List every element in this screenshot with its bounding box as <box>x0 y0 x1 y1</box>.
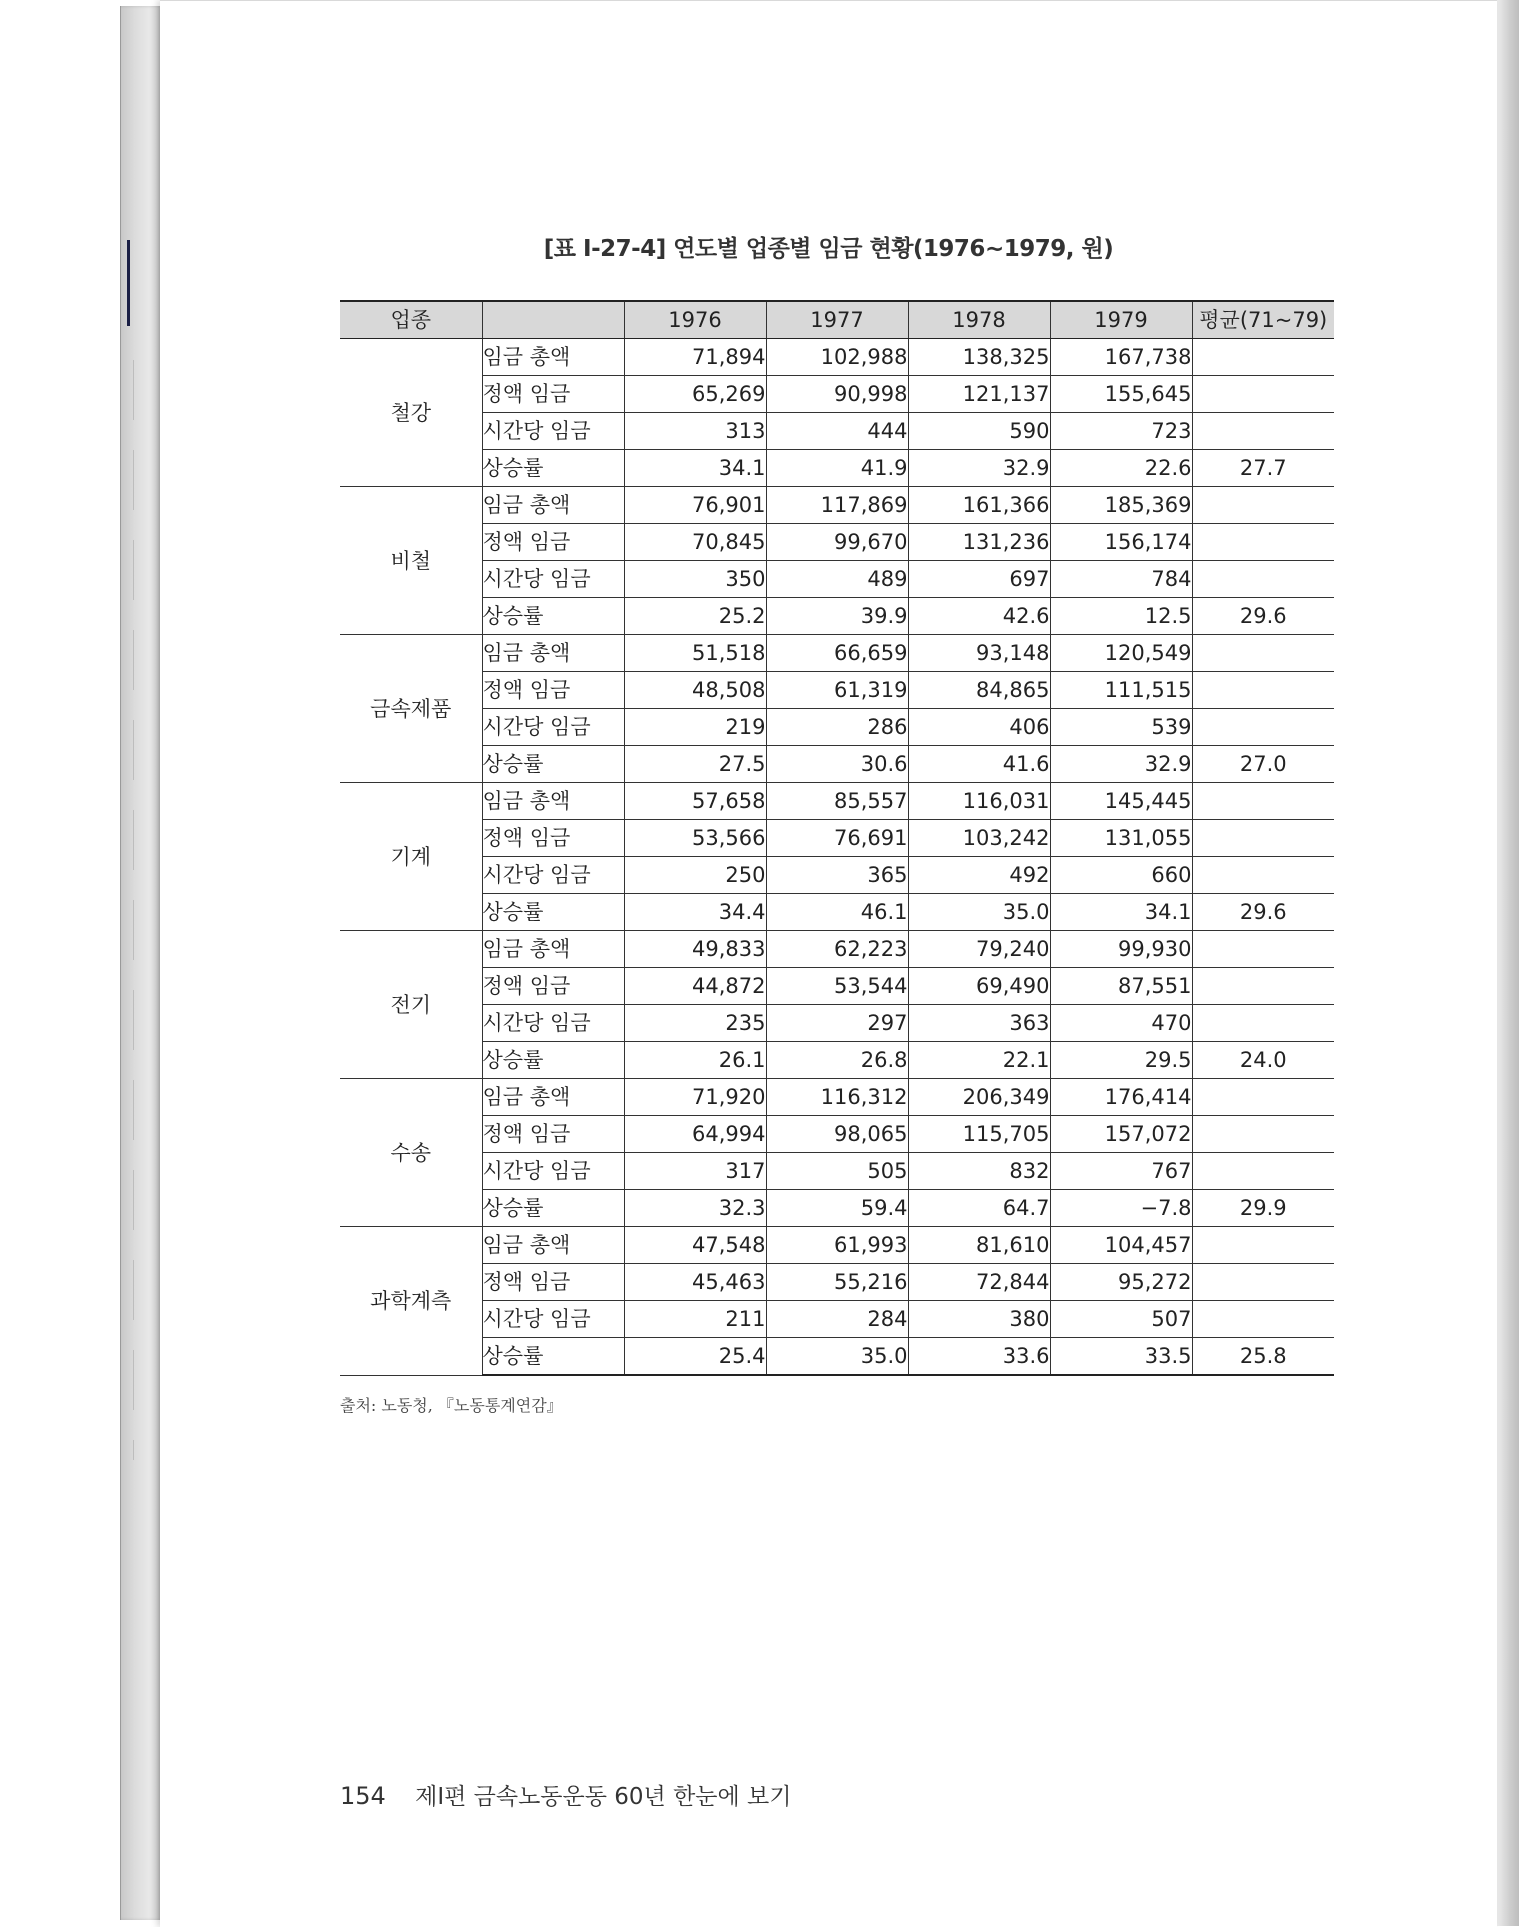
value-cell: 33.5 <box>1050 1338 1192 1376</box>
header-cell: 1977 <box>766 301 908 339</box>
table-row <box>340 524 1334 561</box>
value-cell: 70,845 <box>624 524 766 561</box>
value-cell: 363 <box>908 1005 1050 1042</box>
value-cell: 79,240 <box>908 931 1050 968</box>
value-cell: 507 <box>1050 1301 1192 1338</box>
average-cell <box>1192 413 1334 450</box>
value-cell: 48,508 <box>624 672 766 709</box>
value-cell: 235 <box>624 1005 766 1042</box>
average-cell <box>1192 487 1334 524</box>
value-cell: 35.0 <box>908 894 1050 931</box>
value-cell: 505 <box>766 1153 908 1190</box>
value-cell: 102,988 <box>766 339 908 376</box>
value-cell: 71,894 <box>624 339 766 376</box>
value-cell: 156,174 <box>1050 524 1192 561</box>
value-cell: 49,833 <box>624 931 766 968</box>
table-row <box>340 1005 1334 1042</box>
value-cell: 35.0 <box>766 1338 908 1376</box>
average-cell <box>1192 672 1334 709</box>
value-cell: 71,920 <box>624 1079 766 1116</box>
item-cell: 정액 임금 <box>482 968 624 1005</box>
header-cell: 1979 <box>1050 301 1192 339</box>
value-cell: 98,065 <box>766 1116 908 1153</box>
value-cell: 39.9 <box>766 598 908 635</box>
industry-cell: 과학계측 <box>340 1227 482 1376</box>
value-cell: 93,148 <box>908 635 1050 672</box>
value-cell: 34.1 <box>624 450 766 487</box>
item-cell: 정액 임금 <box>482 820 624 857</box>
table-row <box>340 487 1334 524</box>
page-right-edge <box>1497 0 1519 1926</box>
table-row <box>340 1190 1334 1227</box>
table-row <box>340 968 1334 1005</box>
header-cell: 1976 <box>624 301 766 339</box>
item-cell: 시간당 임금 <box>482 561 624 598</box>
value-cell: 45,463 <box>624 1264 766 1301</box>
average-cell <box>1192 1116 1334 1153</box>
value-cell: 115,705 <box>908 1116 1050 1153</box>
value-cell: 767 <box>1050 1153 1192 1190</box>
value-cell: 365 <box>766 857 908 894</box>
average-cell <box>1192 857 1334 894</box>
value-cell: 65,269 <box>624 376 766 413</box>
table-row <box>340 635 1334 672</box>
item-cell: 임금 총액 <box>482 487 624 524</box>
value-cell: 87,551 <box>1050 968 1192 1005</box>
value-cell: 111,515 <box>1050 672 1192 709</box>
value-cell: 22.1 <box>908 1042 1050 1079</box>
value-cell: 697 <box>908 561 1050 598</box>
table-row <box>340 561 1334 598</box>
value-cell: 85,557 <box>766 783 908 820</box>
value-cell: 832 <box>908 1153 1050 1190</box>
value-cell: 284 <box>766 1301 908 1338</box>
average-cell: 27.0 <box>1192 746 1334 783</box>
value-cell: 116,312 <box>766 1079 908 1116</box>
value-cell: 26.8 <box>766 1042 908 1079</box>
value-cell: 55,216 <box>766 1264 908 1301</box>
item-cell: 정액 임금 <box>482 376 624 413</box>
item-cell: 임금 총액 <box>482 339 624 376</box>
average-cell <box>1192 1227 1334 1264</box>
value-cell: 76,901 <box>624 487 766 524</box>
value-cell: 62,223 <box>766 931 908 968</box>
table-row <box>340 894 1334 931</box>
item-cell: 상승률 <box>482 1042 624 1079</box>
value-cell: 90,998 <box>766 376 908 413</box>
value-cell: 26.1 <box>624 1042 766 1079</box>
value-cell: 59.4 <box>766 1190 908 1227</box>
value-cell: 157,072 <box>1050 1116 1192 1153</box>
average-cell <box>1192 968 1334 1005</box>
table-row <box>340 746 1334 783</box>
value-cell: 33.6 <box>908 1338 1050 1376</box>
table-row <box>340 598 1334 635</box>
industry-cell: 금속제품 <box>340 635 482 783</box>
item-cell: 임금 총액 <box>482 1227 624 1264</box>
value-cell: 206,349 <box>908 1079 1050 1116</box>
table-body <box>340 339 1334 1376</box>
value-cell: 103,242 <box>908 820 1050 857</box>
value-cell: 76,691 <box>766 820 908 857</box>
item-cell: 정액 임금 <box>482 1264 624 1301</box>
value-cell: 131,236 <box>908 524 1050 561</box>
average-cell <box>1192 635 1334 672</box>
average-cell <box>1192 524 1334 561</box>
average-cell: 29.6 <box>1192 598 1334 635</box>
value-cell: 30.6 <box>766 746 908 783</box>
value-cell: 53,566 <box>624 820 766 857</box>
table-row <box>340 709 1334 746</box>
item-cell: 시간당 임금 <box>482 413 624 450</box>
value-cell: 57,658 <box>624 783 766 820</box>
value-cell: 32.9 <box>1050 746 1192 783</box>
value-cell: 317 <box>624 1153 766 1190</box>
value-cell: 590 <box>908 413 1050 450</box>
item-cell: 상승률 <box>482 746 624 783</box>
average-cell <box>1192 1079 1334 1116</box>
value-cell: 219 <box>624 709 766 746</box>
value-cell: 131,055 <box>1050 820 1192 857</box>
value-cell: 444 <box>766 413 908 450</box>
value-cell: 27.5 <box>624 746 766 783</box>
table-row <box>340 413 1334 450</box>
average-cell <box>1192 783 1334 820</box>
item-cell: 정액 임금 <box>482 524 624 561</box>
item-cell: 임금 총액 <box>482 635 624 672</box>
value-cell: 66,659 <box>766 635 908 672</box>
value-cell: 350 <box>624 561 766 598</box>
industry-cell: 기계 <box>340 783 482 931</box>
table-row <box>340 1338 1334 1376</box>
table-caption: [표 Ⅰ-27-4] 연도별 업종별 임금 현황(1976~1979, 원) <box>543 236 1114 262</box>
value-cell: 176,414 <box>1050 1079 1192 1116</box>
value-cell: 32.9 <box>908 450 1050 487</box>
table-row <box>340 672 1334 709</box>
value-cell: 99,930 <box>1050 931 1192 968</box>
value-cell: 84,865 <box>908 672 1050 709</box>
value-cell: 72,844 <box>908 1264 1050 1301</box>
value-cell: 25.4 <box>624 1338 766 1376</box>
average-cell: 24.0 <box>1192 1042 1334 1079</box>
value-cell: 46.1 <box>766 894 908 931</box>
value-cell: 99,670 <box>766 524 908 561</box>
value-cell: 470 <box>1050 1005 1192 1042</box>
page-number: 154 <box>340 1782 386 1810</box>
item-cell: 임금 총액 <box>482 1079 624 1116</box>
value-cell: 25.2 <box>624 598 766 635</box>
item-cell: 상승률 <box>482 1338 624 1376</box>
item-cell: 시간당 임금 <box>482 857 624 894</box>
value-cell: 784 <box>1050 561 1192 598</box>
item-cell: 임금 총액 <box>482 931 624 968</box>
average-cell: 29.9 <box>1192 1190 1334 1227</box>
value-cell: 34.1 <box>1050 894 1192 931</box>
average-cell <box>1192 931 1334 968</box>
average-cell: 25.8 <box>1192 1338 1334 1376</box>
value-cell: 120,549 <box>1050 635 1192 672</box>
value-cell: 211 <box>624 1301 766 1338</box>
average-cell <box>1192 820 1334 857</box>
item-cell: 상승률 <box>482 894 624 931</box>
table-row <box>340 1301 1334 1338</box>
value-cell: 406 <box>908 709 1050 746</box>
header-row <box>340 301 1334 339</box>
table-row <box>340 1227 1334 1264</box>
average-cell <box>1192 376 1334 413</box>
value-cell: 104,457 <box>1050 1227 1192 1264</box>
header-cell: 평균(71~79) <box>1192 301 1334 339</box>
item-cell: 시간당 임금 <box>482 1153 624 1190</box>
table-row <box>340 1079 1334 1116</box>
average-cell <box>1192 1005 1334 1042</box>
value-cell: 539 <box>1050 709 1192 746</box>
item-cell: 상승률 <box>482 450 624 487</box>
value-cell: 145,445 <box>1050 783 1192 820</box>
value-cell: 34.4 <box>624 894 766 931</box>
industry-cell: 철강 <box>340 339 482 487</box>
value-cell: 116,031 <box>908 783 1050 820</box>
spine-bookmark-mark <box>127 240 130 326</box>
value-cell: 489 <box>766 561 908 598</box>
table-row <box>340 450 1334 487</box>
value-cell: 61,319 <box>766 672 908 709</box>
value-cell: 250 <box>624 857 766 894</box>
industry-cell: 전기 <box>340 931 482 1079</box>
value-cell: 47,548 <box>624 1227 766 1264</box>
value-cell: 121,137 <box>908 376 1050 413</box>
table-row <box>340 339 1334 376</box>
value-cell: 12.5 <box>1050 598 1192 635</box>
table-row <box>340 931 1334 968</box>
table-row <box>340 783 1334 820</box>
value-cell: 51,518 <box>624 635 766 672</box>
average-cell <box>1192 561 1334 598</box>
header-cell <box>482 301 624 339</box>
running-title: 제Ⅰ편 금속노동운동 60년 한눈에 보기 <box>415 1784 792 1810</box>
value-cell: 138,325 <box>908 339 1050 376</box>
table-row <box>340 1264 1334 1301</box>
value-cell: 492 <box>908 857 1050 894</box>
item-cell: 정액 임금 <box>482 1116 624 1153</box>
value-cell: 380 <box>908 1301 1050 1338</box>
table-row <box>340 1042 1334 1079</box>
header-cell: 1978 <box>908 301 1050 339</box>
item-cell: 시간당 임금 <box>482 709 624 746</box>
value-cell: 22.6 <box>1050 450 1192 487</box>
average-cell <box>1192 709 1334 746</box>
value-cell: 64.7 <box>908 1190 1050 1227</box>
table-row <box>340 820 1334 857</box>
source-note: 출처: 노동청, 『노동통계연감』 <box>340 1396 563 1415</box>
value-cell: 41.9 <box>766 450 908 487</box>
average-cell <box>1192 1153 1334 1190</box>
value-cell: 53,544 <box>766 968 908 1005</box>
item-cell: 시간당 임금 <box>482 1005 624 1042</box>
value-cell: 29.5 <box>1050 1042 1192 1079</box>
value-cell: −7.8 <box>1050 1190 1192 1227</box>
average-cell: 27.7 <box>1192 450 1334 487</box>
value-cell: 117,869 <box>766 487 908 524</box>
value-cell: 167,738 <box>1050 339 1192 376</box>
item-cell: 임금 총액 <box>482 783 624 820</box>
value-cell: 81,610 <box>908 1227 1050 1264</box>
value-cell: 185,369 <box>1050 487 1192 524</box>
industry-cell: 수송 <box>340 1079 482 1227</box>
value-cell: 161,366 <box>908 487 1050 524</box>
page-footer <box>340 1778 791 1811</box>
value-cell: 64,994 <box>624 1116 766 1153</box>
average-cell <box>1192 339 1334 376</box>
value-cell: 286 <box>766 709 908 746</box>
table-row <box>340 376 1334 413</box>
item-cell: 상승률 <box>482 1190 624 1227</box>
item-cell: 상승률 <box>482 598 624 635</box>
value-cell: 297 <box>766 1005 908 1042</box>
value-cell: 41.6 <box>908 746 1050 783</box>
average-cell <box>1192 1264 1334 1301</box>
spine-texture <box>133 360 134 1460</box>
industry-cell: 비철 <box>340 487 482 635</box>
value-cell: 660 <box>1050 857 1192 894</box>
value-cell: 44,872 <box>624 968 766 1005</box>
item-cell: 시간당 임금 <box>482 1301 624 1338</box>
table-row <box>340 857 1334 894</box>
value-cell: 69,490 <box>908 968 1050 1005</box>
wage-table <box>340 300 1334 1376</box>
table-header <box>340 301 1334 339</box>
value-cell: 723 <box>1050 413 1192 450</box>
average-cell: 29.6 <box>1192 894 1334 931</box>
value-cell: 313 <box>624 413 766 450</box>
average-cell <box>1192 1301 1334 1338</box>
value-cell: 95,272 <box>1050 1264 1192 1301</box>
value-cell: 61,993 <box>766 1227 908 1264</box>
value-cell: 155,645 <box>1050 376 1192 413</box>
header-cell: 업종 <box>340 301 482 339</box>
value-cell: 32.3 <box>624 1190 766 1227</box>
value-cell: 42.6 <box>908 598 1050 635</box>
item-cell: 정액 임금 <box>482 672 624 709</box>
table-row <box>340 1116 1334 1153</box>
table-row <box>340 1153 1334 1190</box>
